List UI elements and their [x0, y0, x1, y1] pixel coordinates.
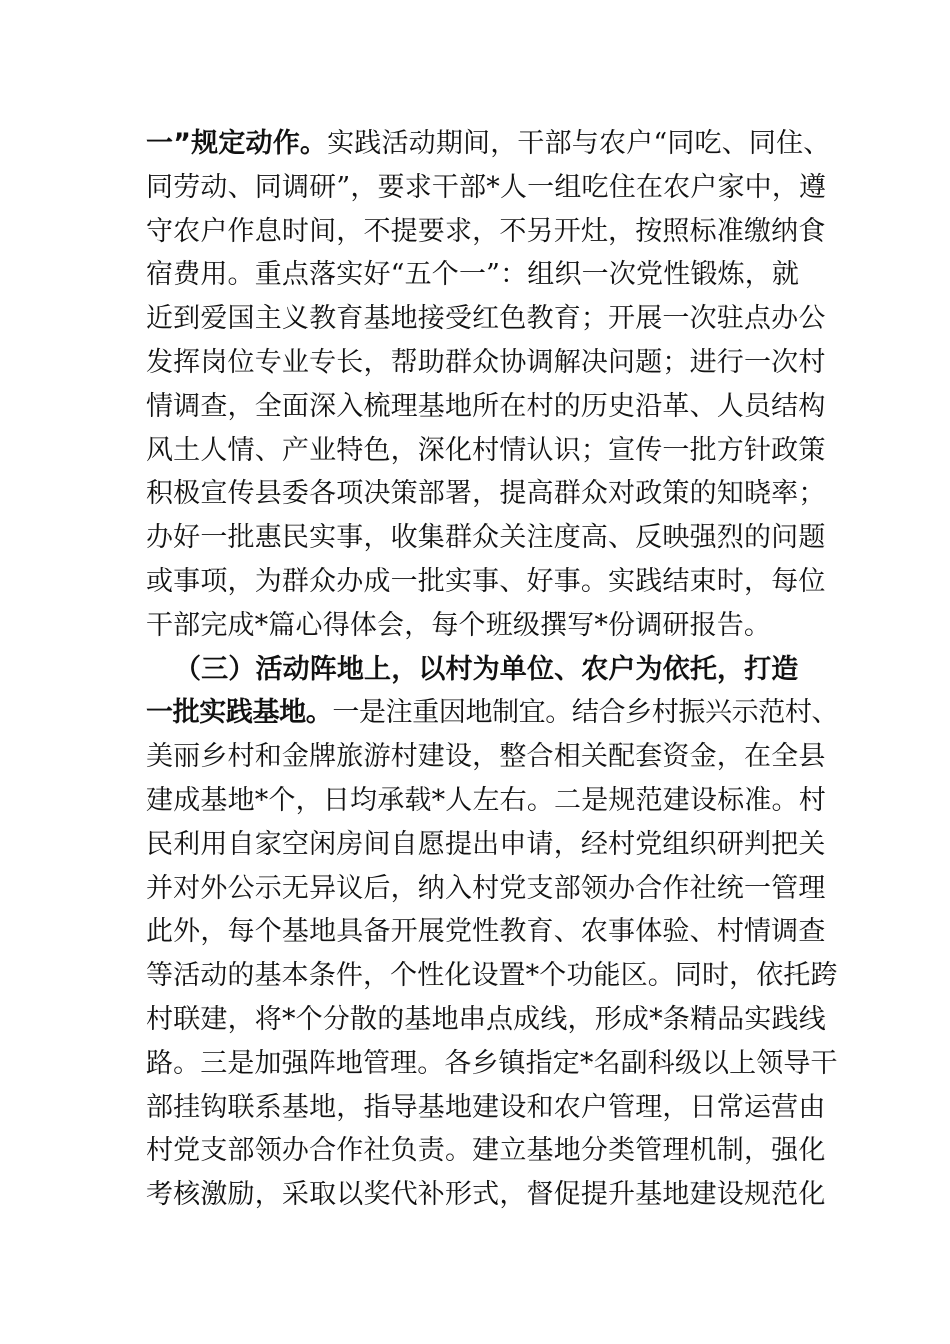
paragraph-text: 部挂钩联系基地，指导基地建设和农户管理，日常运营由 — [146, 1091, 826, 1123]
paragraph-text: 或事项，为群众办成一批实事、好事。实践结束时，每位 — [146, 565, 826, 597]
paragraph-text: 民利用自家空闲房间自愿提出申请，经村党组织研判把关 — [146, 828, 826, 860]
paragraph-text: 一是注重因地制宜。结合乡村振兴示范村、 — [332, 697, 839, 729]
text-line — [146, 823, 846, 867]
text-line — [146, 779, 846, 823]
paragraph-text: 路。三是加强阵地管理。各乡镇指定*名副科级以上领导干 — [146, 1047, 838, 1079]
text-line — [146, 998, 846, 1042]
paragraph-text: 并对外公示无异议后，纳入村党支部领办合作社统一管理 — [146, 872, 826, 904]
text-line — [146, 429, 846, 473]
paragraph-text: 情调查，全面深入梳理基地所在村的历史沿革、人员结构 — [146, 390, 826, 422]
text-line — [146, 385, 846, 429]
text-line — [146, 691, 846, 735]
body-text — [146, 122, 846, 1217]
text-line — [146, 648, 846, 692]
paragraph-text: 风土人情、产业特色，深化村情认识；宣传一批方针政策 — [146, 434, 826, 466]
text-line — [146, 910, 846, 954]
text-line — [146, 341, 846, 385]
text-line — [146, 253, 846, 297]
text-line — [146, 516, 846, 560]
paragraph-text: 建成基地*个，日均承载*人左右。二是规范建设标准。村 — [146, 784, 826, 816]
text-line — [146, 735, 846, 779]
text-line — [146, 604, 846, 648]
text-line — [146, 560, 846, 604]
paragraph-text: 实践活动期间，干部与农户“同吃、同住、 — [327, 128, 831, 159]
text-line — [146, 1086, 846, 1130]
text-line — [146, 210, 846, 254]
bold-heading-text: 一”规定动作。 — [146, 128, 328, 159]
paragraph-text: 同劳动、同调研”，要求干部*人一组吃住在农户家中，遵 — [146, 171, 827, 203]
text-line — [146, 1173, 846, 1217]
paragraph-text: 近到爱国主义教育基地接受红色教育；开展一次驻点办公 — [146, 303, 826, 335]
paragraph-text: 美丽乡村和金牌旅游村建设，整合相关配套资金，在全县 — [146, 741, 826, 773]
bold-heading-text: 一批实践基地。 — [146, 697, 333, 729]
paragraph-text: 办好一批惠民实事，收集群众关注度高、反映强烈的问题 — [146, 522, 826, 554]
text-line — [146, 122, 846, 166]
paragraph-text: 积极宣传县委各项决策部署，提高群众对政策的知晓率； — [146, 478, 826, 510]
paragraph-text: 等活动的基本条件，个性化设置*个功能区。同时，依托跨 — [146, 960, 838, 992]
paragraph-text: 干部完成*篇心得体会，每个班级撰写*份调研报告。 — [146, 609, 772, 641]
text-line — [146, 472, 846, 516]
text-line — [146, 297, 846, 341]
paragraph-text: 宿费用。重点落实好“五个一”：组织一次党性锻炼，就 — [146, 259, 800, 291]
text-line — [146, 954, 846, 998]
bold-heading-text: （三）活动阵地上，以村为单位、农户为依托，打造 — [174, 653, 799, 685]
paragraph-text: 村党支部领办合作社负责。建立基地分类管理机制，强化 — [146, 1135, 826, 1167]
paragraph-text: 考核激励，采取以奖代补形式，督促提升基地建设规范化 — [146, 1179, 826, 1211]
text-line — [146, 867, 846, 911]
text-line — [146, 166, 846, 210]
text-line — [146, 1129, 846, 1173]
paragraph-text: 村联建，将*个分散的基地串点成线，形成*条精品实践线 — [146, 1003, 826, 1035]
paragraph-text: 守农户作息时间，不提要求，不另开灶，按照标准缴纳食 — [146, 215, 826, 247]
text-line — [146, 1042, 846, 1086]
paragraph-text: 发挥岗位专业专长，帮助群众协调解决问题；进行一次村 — [146, 346, 826, 378]
paragraph-text: 此外，每个基地具备开展党性教育、农事体验、村情调查 — [146, 916, 826, 948]
